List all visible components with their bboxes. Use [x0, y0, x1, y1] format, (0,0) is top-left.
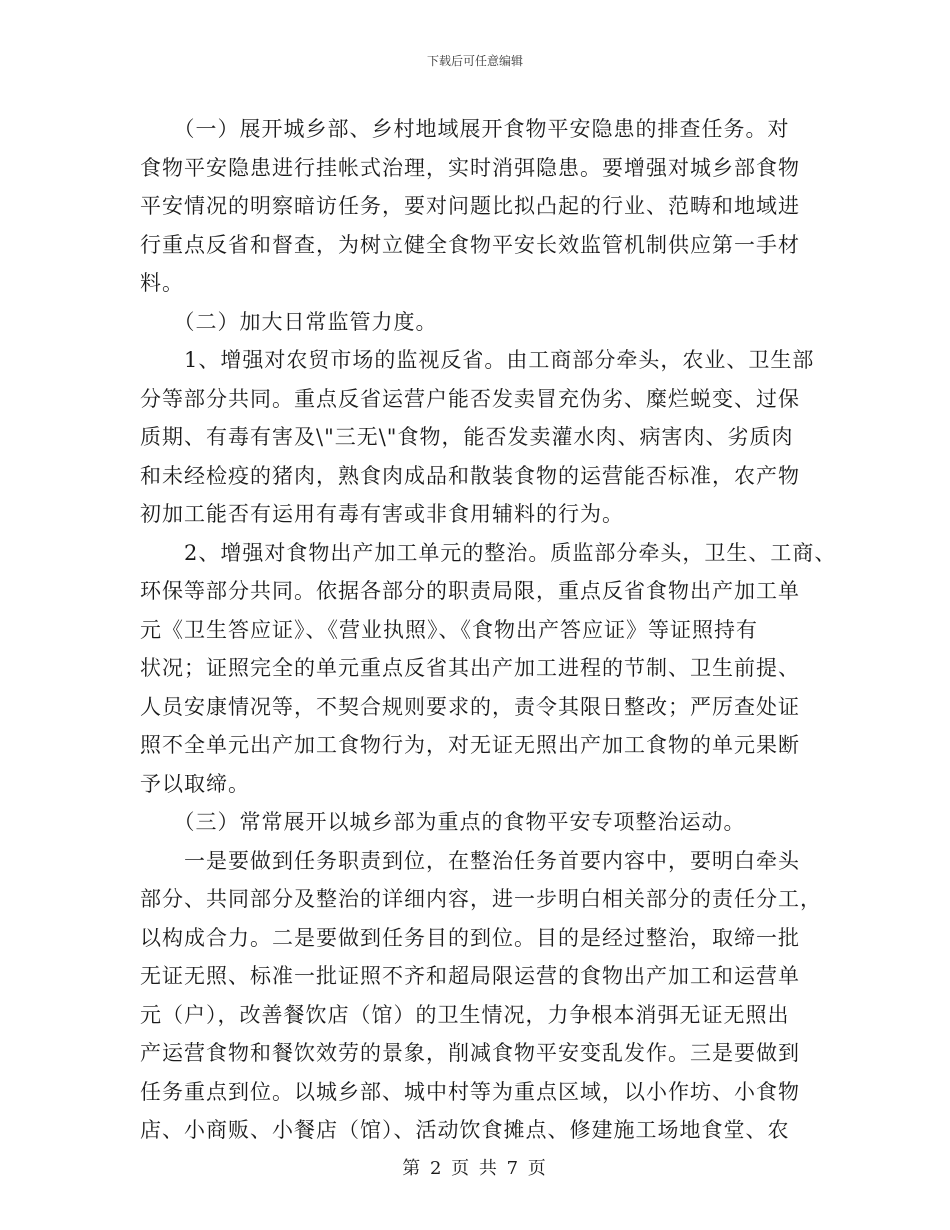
body-text-line: 人员安康情况等，不契合规则要求的，责令其限日整改；严厉查处证: [140, 694, 800, 719]
page-number: 第 2 页 共 7 页: [402, 1158, 548, 1179]
body-text-line: 无证无照、标准一批证照不齐和超局限运营的食物出产加工和运营单: [140, 964, 800, 988]
body-text-line: 任务重点到位。以城乡部、城中村等为重点区域，以小作坊、小食物: [140, 1079, 800, 1104]
body-text-line: 以构成合力。二是要做到任务目的到位。目的是经过整治，取缔一批: [140, 925, 800, 950]
body-text-line: 环保等部分共同。依据各部分的职责局限，重点反省食物出产加工单: [140, 579, 800, 603]
body-text-line: 料。: [140, 271, 184, 295]
body-text-line: 状况；证照完全的单元重点反省其出产加工进程的节制、卫生前提、: [140, 656, 800, 680]
body-text-line: （一）展开城乡部、乡村地域展开食物平安隐患的排查任务。对: [140, 117, 790, 141]
body-text-line: （二）加大日常监管力度。: [140, 309, 438, 334]
document-body: [140, 110, 837, 1150]
body-text-line: （三）常常展开以城乡部为重点的食物平安专项整治运动。: [140, 810, 746, 834]
body-text-line: 店、小商贩、小餐店（馆）、活动饮食摊点、修建施工场地食堂、农: [140, 1118, 790, 1142]
body-text-line: 和未经检疫的猪肉，熟食肉成品和散装食物的运营能否标准，农产物: [140, 463, 800, 488]
page-header: 下载后可任意编辑: [426, 54, 523, 68]
body-text-line: 元《卫生答应证》、《营业执照》、《食物出产答应证》等证照持有: [140, 617, 758, 642]
body-text-line: 分等部分共同。重点反省运营户能否发卖冒充伪劣、糜烂蜕变、过保: [140, 386, 800, 411]
body-text-line: 予以取缔。: [140, 771, 250, 796]
body-text-line: 一是要做到任务职责到位，在整治任务首要内容中，要明白牵头: [140, 848, 800, 873]
body-text-line: 照不全单元出产加工食物行为，对无证无照出产加工食物的单元果断: [140, 733, 800, 757]
body-text-line: 1、增强对农贸市场的监视反省。由工商部分牵头，农业、卫生部: [140, 348, 815, 372]
body-text-line: 部分、共同部分及整治的详细内容，进一步明白相关部分的责任分工，: [140, 887, 822, 911]
body-text-line: 产运营食物和餐饮效劳的景象，削减食物平安变乱发作。三是要做到: [140, 1041, 800, 1065]
body-text-line: 质期、有毒有害及\"三无\"食物，能否发卖灌水肉、病害肉、劣质肉: [140, 425, 794, 449]
body-text-line: 平安情况的明察暗访任务，要对问题比拟凸起的行业、范畴和地域进: [140, 194, 800, 218]
body-text-line: 行重点反省和督查，为树立健全食物平安长效监管机制供应第一手材: [140, 232, 800, 257]
body-text-line: 2、增强对食物出产加工单元的整治。质监部分牵头，卫生、工商、: [140, 540, 837, 565]
body-text-line: 元（户），改善餐饮店（馆）的卫生情况，力争根本消弭无证无照出: [140, 1002, 790, 1027]
body-text-line: 初加工能否有运用有毒有害或非食用辅料的行为。: [140, 502, 624, 526]
body-text-line: 食物平安隐患进行挂帐式治理，实时消弭隐患。要增强对城乡部食物: [140, 155, 800, 180]
